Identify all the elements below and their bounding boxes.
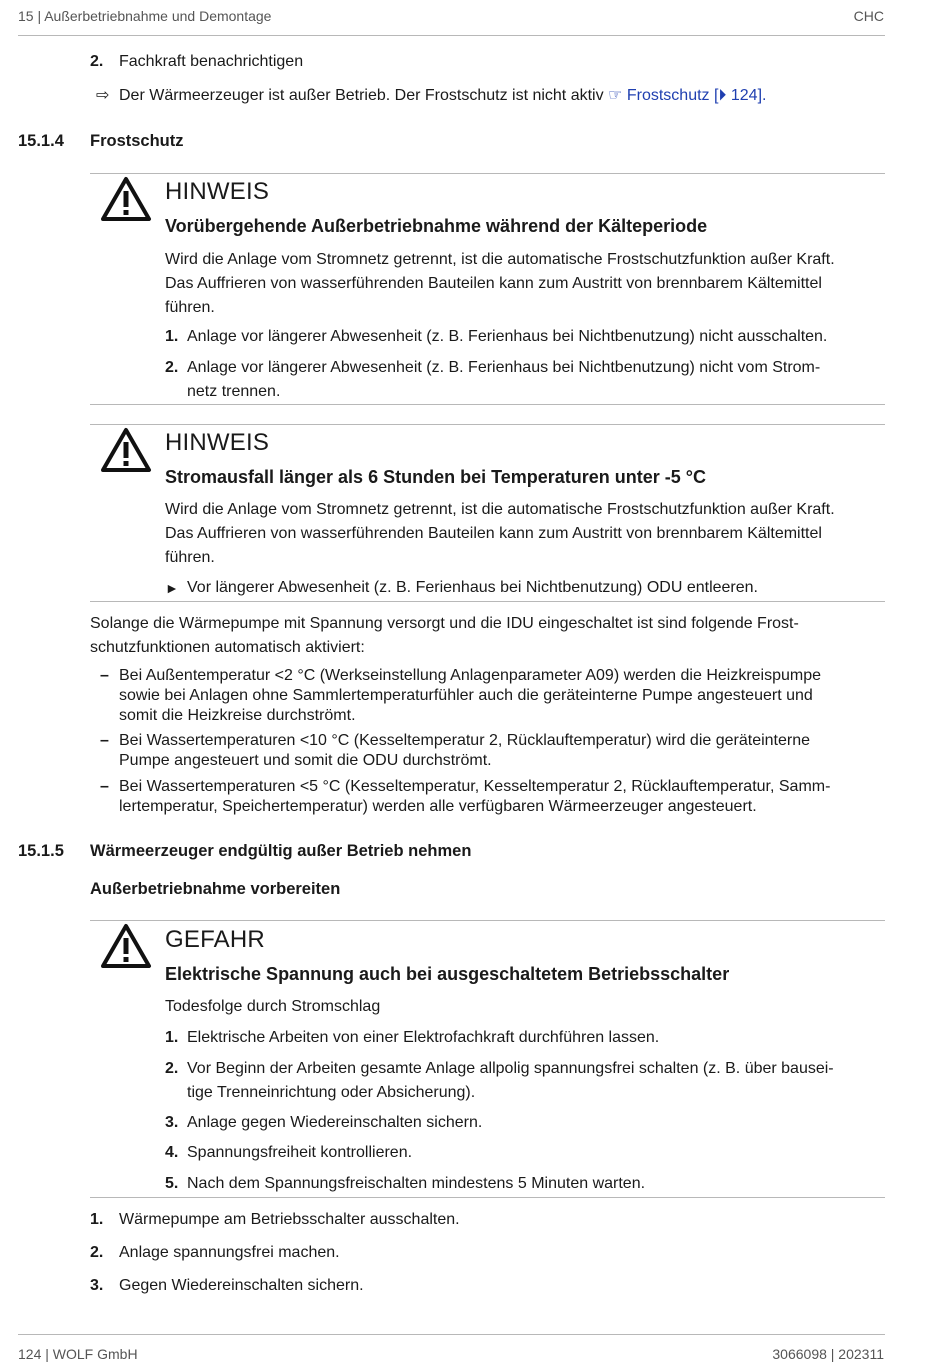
action-marker-icon: ► [165, 580, 179, 596]
notice-2-title: HINWEIS [165, 429, 270, 456]
frost-intro: Solange die Wärmepumpe mit Spannung versorgt und die IDU eingeschaltet ist sind folgende Frost- schutzfunktionen automatisch aktiviert: [90, 615, 799, 656]
footer-left: 124 | WOLF GmbH [18, 1346, 138, 1362]
section-title: Wärmeerzeuger endgültig außer Betrieb nehmen [90, 842, 472, 860]
result-arrow-icon: ⇨ [96, 87, 110, 104]
notice-1-subtitle: Vorübergehende Außerbetriebnahme während der Kälteperiode [165, 216, 708, 236]
header-right: CHC [853, 8, 884, 24]
header-divider [18, 35, 885, 36]
danger-subtitle: Elektrische Spannung auch bei ausgeschaltetem Betriebsschalter [165, 964, 730, 984]
notice-2-subtitle: Stromausfall länger als 6 Stunden bei Temperaturen unter -5 °C [165, 467, 706, 487]
subsection-title: Außerbetriebnahme vorbereiten [90, 880, 341, 898]
warning-triangle-icon [100, 923, 152, 969]
footer-right: 3066098 | 202311 [772, 1346, 884, 1362]
header-left: 15 | Außerbetriebnahme und Demontage [18, 8, 272, 24]
result-text: Der Wärmeerzeuger ist außer Betrieb. Der Frostschutz ist nicht aktiv [119, 87, 604, 104]
warning-triangle-icon [100, 427, 152, 473]
notice-2-bottom-rule [90, 601, 885, 602]
notice-1-bottom-rule [90, 404, 885, 405]
warning-triangle-icon [100, 176, 152, 222]
notice-1-top-rule [90, 173, 885, 174]
notice-2-top-rule [90, 424, 885, 425]
footer-divider [18, 1334, 885, 1335]
danger-bottom-rule [90, 1197, 885, 1198]
section-number: 15.1.5 [18, 842, 64, 860]
notice-1-body: Wird die Anlage vom Stromnetz getrennt, ist die automatische Frostschutzfunktion außer Kraft. Das Auffrieren von wasserführenden Bauteilen kann zum Austritt von brennbarem Kältemittel führen. [165, 251, 835, 316]
notice-1-title: HINWEIS [165, 178, 270, 205]
frostschutz-link[interactable]: Frostschutz [⏵ 124]. [626, 87, 767, 104]
section-number: 15.1.4 [18, 132, 64, 150]
danger-title: GEFAHR [165, 926, 265, 953]
notice-2-body: Wird die Anlage vom Stromnetz getrennt, ist die automatische Frostschutzfunktion außer Kraft. Das Auffrieren von wasserführenden Bauteilen kann zum Austritt von brennbarem Kältemittel führen. [165, 501, 835, 566]
link-pointer-icon: ☞ [608, 87, 623, 104]
danger-body: Todesfolge durch Stromschlag [165, 998, 381, 1015]
section-title: Frostschutz [90, 132, 184, 150]
danger-top-rule [90, 920, 885, 921]
